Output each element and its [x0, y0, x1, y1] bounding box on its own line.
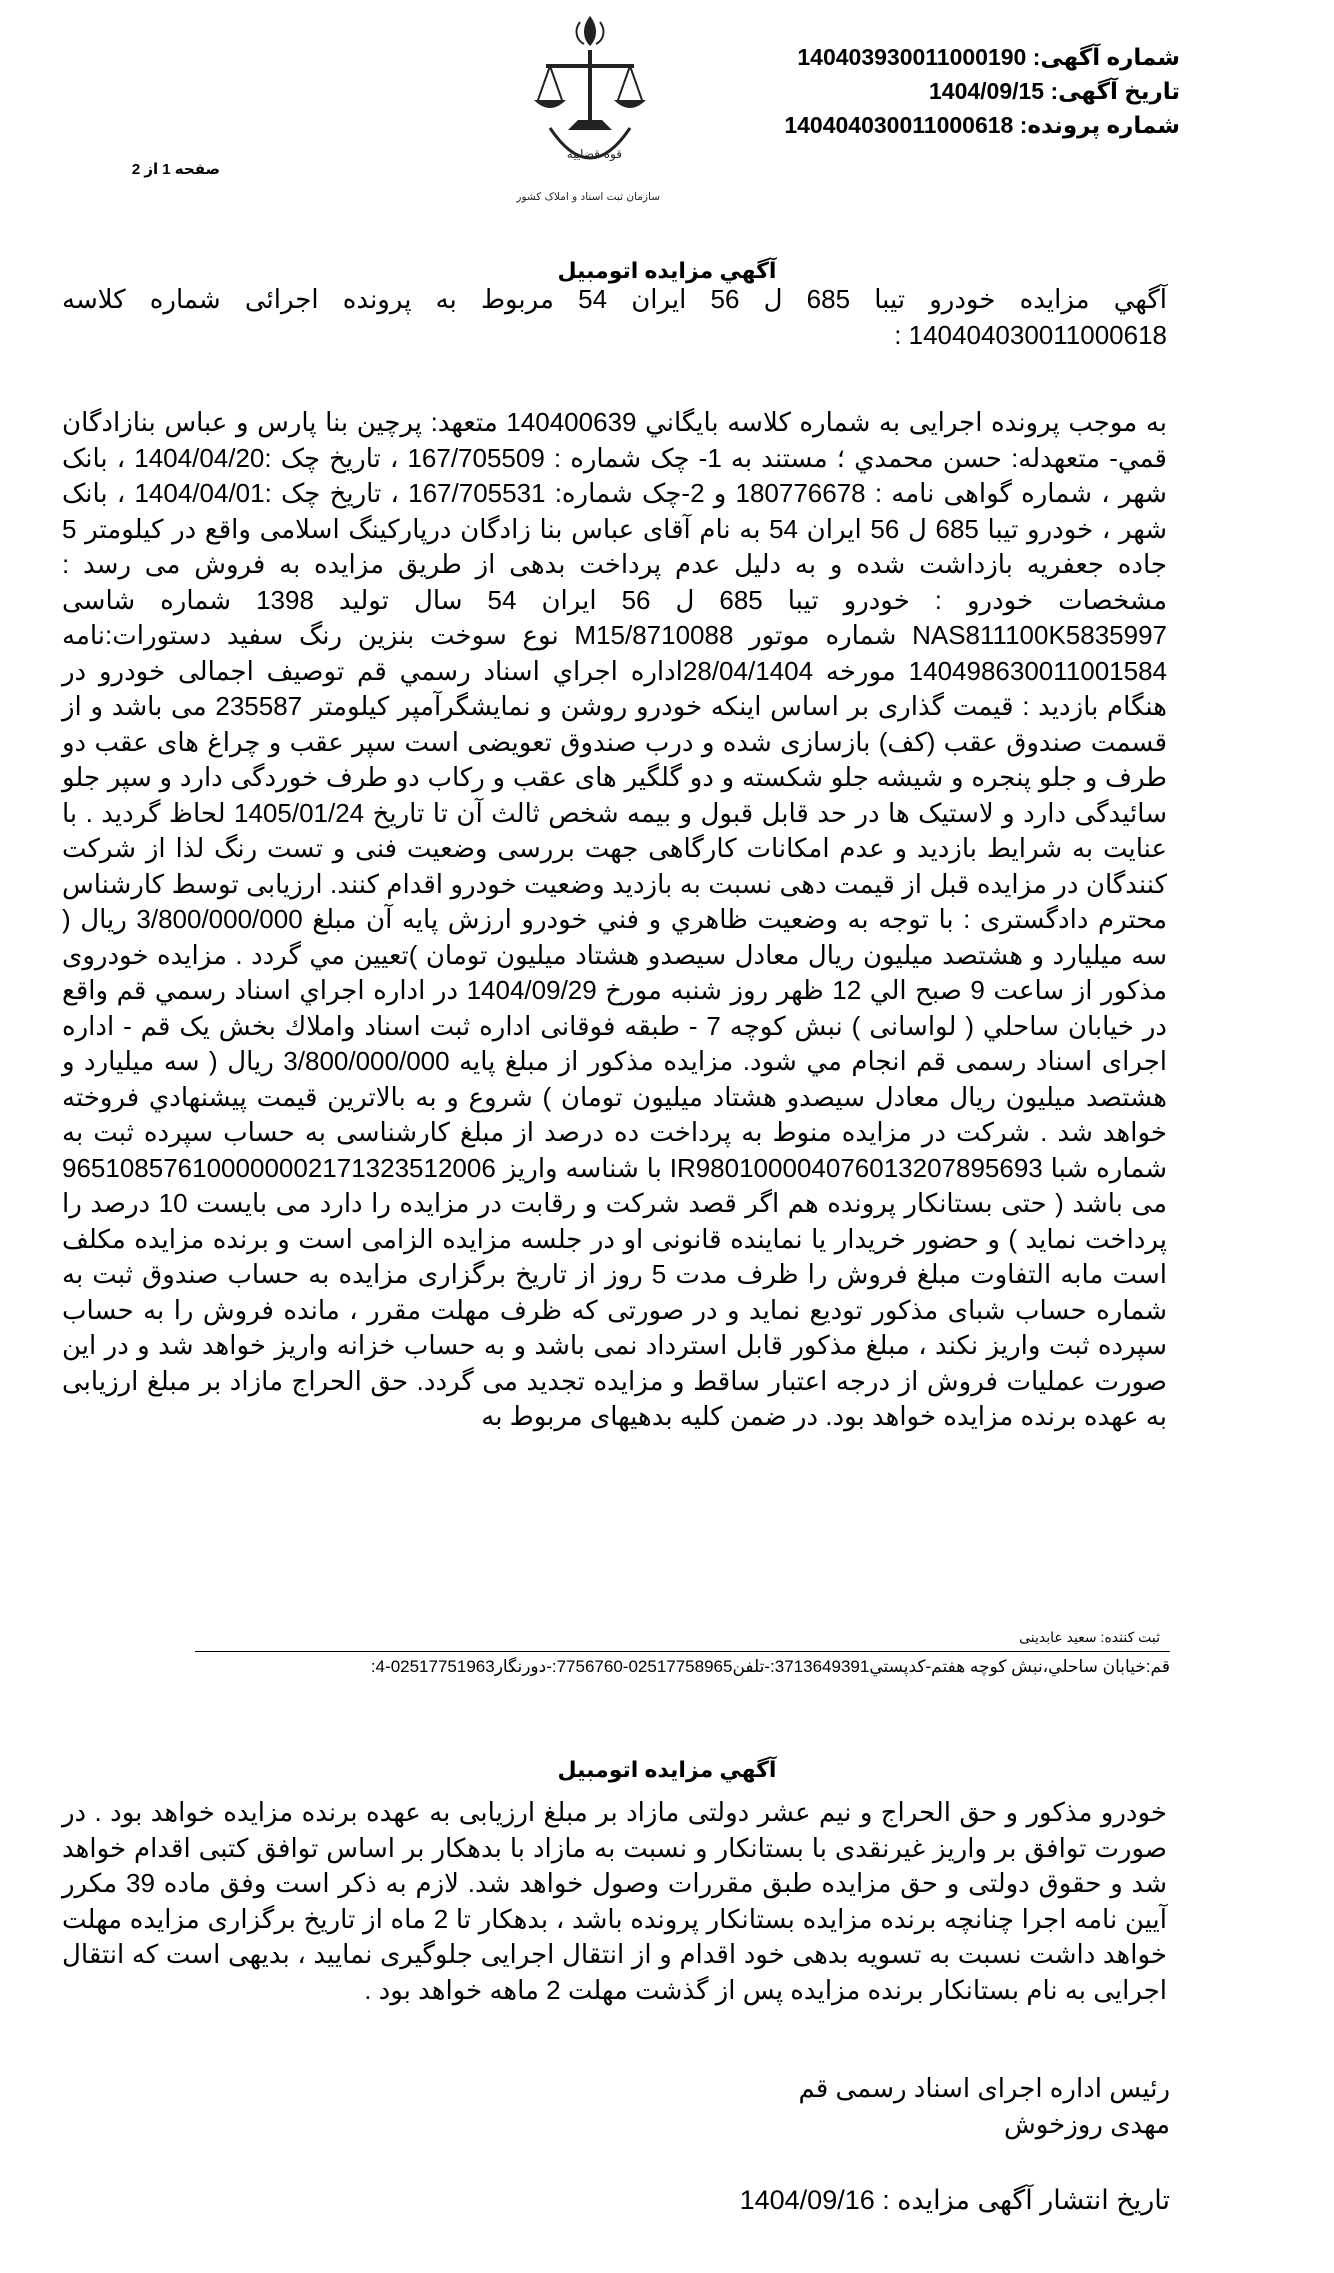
notice-subtitle: آگهي مزايده خودرو تيبا 685 ل 56 ايران 54 مربوط به پرونده اجرائی شماره کلاسه 140404030011000618 :	[62, 284, 1168, 350]
emblem-caption: قوه قضاییه	[566, 147, 622, 161]
ad-number: شماره آگهی: 140403930011000190	[797, 44, 1180, 70]
judiciary-emblem-icon	[510, 8, 670, 208]
page-indicator: صفحه 1 از 2	[131, 161, 220, 178]
signature-block	[700, 2070, 1170, 2142]
publish-date: تاریخ انتشار آگهی مزایده : 1404/09/16	[739, 2185, 1170, 2215]
notice-title: آگهي مزايده اتومبيل	[557, 258, 777, 283]
registrar: ثبت کننده: سعید عابدینی	[1019, 1629, 1160, 1645]
office-address: قم:خيابان ساحلي،نبش كوچه هفتم-كدپستي3713649391:-تلفن02517758965-7756760:-دورنگار02517751963-4:	[370, 1657, 1170, 1676]
notice-title-page2: آگهي مزايده اتومبيل	[557, 1757, 777, 1782]
case-number: شماره پرونده: 140404030011000618	[784, 112, 1180, 138]
notice-body: به موجب پرونده اجرايی به شماره كلاسه بايگاني 140400639 متعهد: پرچين بنا پارس و عباس بنازادگان قمي- متعهدله: حسن محمدي ؛ مستند به 1- چک شماره : 167/705509 ، تاریخ چک :1404/04/20 ، بانک شهر ، شماره گواهی نامه : 180776678 و 2-چک شماره: 167/705531 ، تاریخ چک :1404/04/01 ، بانک شهر ، خودرو تیبا 685 ل 56 ایران 54 به نام آقای عباس بنا زادگان درپارکینگ اسلامی واقع در کیلومتر 5 جاده جعفریه بازداشت شده و به دلیل عدم پرداخت بدهی از طریق مزایده به فروش می رسد : مشخصات خودرو : خودرو تیبا 685 ل 56 ایران 54 سال تولید 1398 شماره شاسی NAS811100K5835997 شماره موتور M15/8710088 نوع سوخت بنزین رنگ سفید دستورات:نامه 140498630011001584 مورخه 28/04/1404اداره اجراي اسناد رسمي قم توصیف اجمالی خودرو در هنگام بازدید : قیمت گذاری بر اساس اینکه خودرو روشن و نمایشگرآمپر کیلومتر 235587 می باشد و از قسمت صندوق عقب (کف) بازسازی شده و درب صندوق تعویضی است سپر عقب و چراغ های عقب دو طرف و جلو پنجره و شیشه جلو شکسته و دو گلگیر های عقب و رکاب دو طرف خوردگی دارد و سپر جلو سائیدگی دارد و لاستیک ها در حد قابل قبول و بیمه شخص ثالث آن تا تاریخ 1405/01/24 لحاظ گردید . با عنایت به شرایط بازدید و عدم امکانات کارگاهی جهت بررسی وضعیت فنی و تست رنگ لذا از شرکت کنندگان در مزایده قبل از قیمت دهی نسبت به بازدید وضعیت خودرو اقدام کنند. ارزیابی توسط کارشناس محترم دادگستری : با توجه به وضعيت ظاهري و فني خودرو ارزش پايه آن مبلغ 3/800/000/000 ريال ( سه میلیارد و هشتصد میلیون ریال معادل سیصدو هشتاد میلیون تومان )تعيين مي گردد . مزايده خودروی مذكور از ساعت 9 صبح الي 12 ظهر روز شنبه مورخ 1404/09/29 در اداره اجراي اسناد رسمي قم واقع در خيابان ساحلي ( لواسانی ) نبش كوچه 7 - طبقه فوقانی اداره ثبت اسناد واملاك بخش یک قم - اداره اجرای اسناد رسمی قم انجام مي شود. مزايده مذكور از مبلغ پايه 3/800/000/000 ريال ( سه میلیارد و هشتصد میلیون ریال معادل سیصدو هشتاد میلیون تومان ) شروع و به بالاترين قيمت پيشنهادي فروخته خواهد شد . شرکت در مزایده منوط به پرداخت ده درصد از مبلغ کارشناسی به حساب سپرده ثبت به شماره شبا IR980100004076013207895693 با شناسه واریز 965108576100000002171323512006 می باشد ( حتی بستانکار پرونده هم اگر قصد شرکت و رقابت در مزایده را دارد می بایست 10 درصد را پرداخت نماید ) و حضور خریدار یا نماینده قانونی او در جلسه مزایده الزامی است و برنده مزایده مکلف است مابه التفاوت مبلغ فروش را ظرف مدت 5 روز از تاریخ برگزاری مزایده به حساب صندوق ثبت به شماره حساب شبای مذکور تودیع نماید و در صورتی که ظرف مهلت مقرر ، مانده فروش را به حساب سپرده ثبت واریز نکند ، مبلغ مذکور قابل استرداد نمی باشد و به حساب خزانه واریز خواهد شد و در این صورت عملیات فروش از درجه اعتبار ساقط و مزایده تجدید می گردد. حق الحراج مازاد بر مبلغ ارزیابی به عهده برنده مزایده خواهد بود. در ضمن کلیه بدهیهای مربوط به	[62, 407, 1168, 1431]
emblem-subcaption: سازمان ثبت اسناد و املاک کشور	[516, 191, 660, 203]
ad-meta-block	[760, 40, 1180, 142]
footer-divider	[195, 1651, 1170, 1652]
signer-name: مهدی روزخوش	[1003, 2109, 1170, 2139]
notice-body-page2: خودرو مذکور و حق الحراج و نیم عشر دولتی مازاد بر مبلغ ارزیابی به عهده برنده مزایده خواهد بود . در صورت توافق بر واریز غیرنقدی با بستانکار و نسبت به مازاد با بدهکار بر اساس توافق کتبی اقدام خواهد شد و حقوق دولتی و حق مزایده طبق مقررات وصول خواهد شد. لازم به ذکر است وفق ماده 39 مکرر آیین نامه اجرا چنانچه برنده مزایده بستانکار پرونده باشد ، بدهکار تا 2 ماه از تاریخ برگزاری مزایده مهلت خواهد داشت نسبت به تسویه بدهی خود اقدام و از انتقال اجرایی جلوگیری نمایید ، بدیهی است که انتقال اجرایی به نام بستانکار برنده مزایده پس از گذشت مهلت 2 ماهه خواهد بود .	[62, 1797, 1167, 2005]
signer-title: رئیس اداره اجرای اسناد رسمی قم	[798, 2073, 1170, 2103]
ad-date: تاریخ آگهی: 1404/09/15	[928, 78, 1180, 104]
